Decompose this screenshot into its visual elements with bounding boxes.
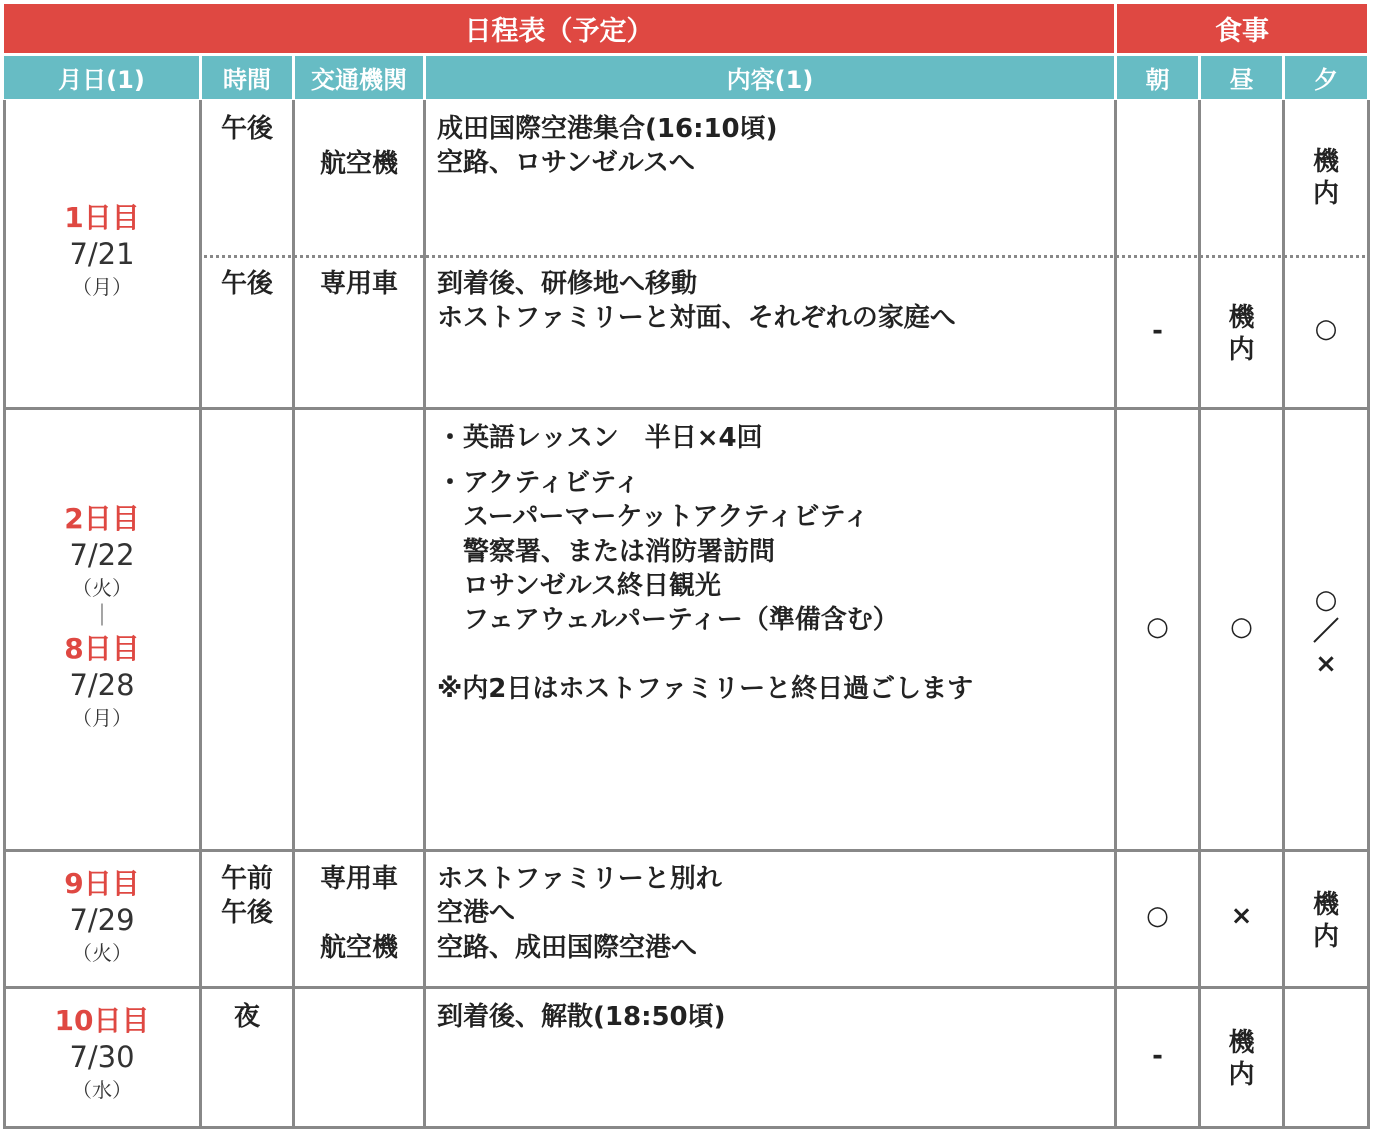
day1-transport-b: 専用車 <box>319 269 398 299</box>
meal-char: 機 <box>1228 303 1255 333</box>
meal-char: 内 <box>1228 335 1255 365</box>
day2-dinner <box>1285 584 1367 680</box>
day2-content-line: ・英語レッスン 半日×4回 <box>437 423 763 453</box>
col-lunch-label: 昼 <box>1229 66 1254 94</box>
day1-lunch-b <box>1201 302 1282 366</box>
col-dinner-label: 夕 <box>1314 66 1338 94</box>
meal-char: ／ <box>1312 617 1339 647</box>
day-date: 7/29 <box>69 903 135 937</box>
day9-dinner <box>1285 889 1367 953</box>
day-number: 10日目 <box>54 1004 150 1037</box>
day1-date-cell <box>6 200 198 302</box>
col-time-header <box>202 56 292 99</box>
day-weekday: （月） <box>72 275 132 299</box>
day1-content-b2: ホストファミリーと対面、それぞれの家庭へ <box>437 303 956 333</box>
grid-dotted-line <box>199 255 1370 258</box>
day1-dinner-b: ○ <box>1314 314 1338 344</box>
day9-lunch: × <box>1230 901 1253 931</box>
day-number: 9日目 <box>64 867 140 900</box>
col-breakfast-label: 朝 <box>1145 66 1170 94</box>
day2-content-line: ・アクティビティ <box>437 468 641 498</box>
grid-hline <box>3 407 1370 410</box>
day2-content-line: フェアウェルパーティー（準備含む） <box>437 605 899 635</box>
day9-transport1: 専用車 <box>319 864 398 894</box>
day1-time-a: 午後 <box>220 114 273 144</box>
day2-note: ※内2日はホストファミリーと終日過ごします <box>437 674 974 704</box>
day1-content-b1: 到着後、研修地へ移動 <box>437 269 698 299</box>
day-weekday: （火） <box>72 576 132 600</box>
meal-char: 機 <box>1312 147 1339 177</box>
grid-hline <box>3 849 1370 852</box>
meal-char: 内 <box>1228 1060 1255 1090</box>
meal-char: × <box>1315 649 1337 679</box>
meal-char: ○ <box>1314 585 1338 615</box>
day10-breakfast: - <box>1152 1041 1163 1071</box>
day1-transport-a: 航空機 <box>319 149 398 179</box>
day2-breakfast: ○ <box>1146 612 1169 642</box>
range-separator: ｜ <box>90 604 113 629</box>
col-content-header <box>426 56 1114 99</box>
col-content-label: 内容(1) <box>726 66 814 94</box>
day9-time1: 午前 <box>220 864 273 894</box>
grid-hline <box>3 986 1370 989</box>
day-date: 7/21 <box>69 237 135 271</box>
day-number: 8日目 <box>64 632 140 665</box>
day-date: 7/30 <box>69 1040 135 1074</box>
meal-title: 食事 <box>1215 16 1269 47</box>
col-transport-label: 交通機関 <box>311 66 407 94</box>
grid-hline <box>3 1126 1370 1129</box>
schedule-title: 日程表（予定） <box>464 16 654 47</box>
day1-content-a2: 空路、ロサンゼルスへ <box>437 148 695 178</box>
day2-content-line: スーパーマーケットアクティビティ <box>437 502 870 532</box>
day10-time: 夜 <box>233 1002 260 1032</box>
day10-lunch <box>1201 1027 1282 1091</box>
day-weekday: （水） <box>72 1078 132 1102</box>
day-weekday: （火） <box>72 941 132 965</box>
day-date: 7/28 <box>69 668 135 702</box>
day-number: 2日目 <box>64 502 140 535</box>
day2-lunch: ○ <box>1230 612 1253 642</box>
col-transport-header <box>295 56 423 99</box>
day2-8-date-cell <box>6 501 198 733</box>
meal-char: 内 <box>1312 179 1339 209</box>
day9-content3: 空路、成田国際空港へ <box>437 933 698 963</box>
col-date-label: 月日(1) <box>58 66 145 94</box>
col-breakfast-header <box>1117 56 1198 99</box>
day1-breakfast-b: - <box>1152 316 1163 346</box>
day1-content-a1: 成田国際空港集合(16:10頃) <box>437 114 778 144</box>
day10-content1: 到着後、解散(18:50頃) <box>437 1002 726 1032</box>
col-lunch-header <box>1201 56 1282 99</box>
col-dinner-header <box>1285 56 1367 99</box>
day9-date-cell <box>6 866 198 968</box>
day10-date-cell <box>6 1003 198 1105</box>
day-weekday: （月） <box>72 706 132 730</box>
day9-transport2: 航空機 <box>319 933 398 963</box>
col-date-header <box>4 56 199 99</box>
meal-char: 機 <box>1312 890 1339 920</box>
day9-content1: ホストファミリーと別れ <box>437 864 722 894</box>
day1-time-b: 午後 <box>220 269 273 299</box>
day9-time2: 午後 <box>220 898 273 928</box>
meal-header <box>1117 4 1367 53</box>
day9-breakfast: ○ <box>1146 901 1169 931</box>
col-time-label: 時間 <box>223 66 271 94</box>
day-date: 7/22 <box>69 538 135 572</box>
day2-content-line: 警察署、または消防署訪問 <box>437 537 776 567</box>
day-number: 1日目 <box>64 201 140 234</box>
day2-content-line: ロサンゼルス終日観光 <box>437 571 721 601</box>
day9-content2: 空港へ <box>437 898 516 928</box>
meal-char: 機 <box>1228 1028 1255 1058</box>
schedule-header <box>4 4 1114 53</box>
meal-char: 内 <box>1312 922 1339 952</box>
day1-dinner-a <box>1285 146 1367 210</box>
